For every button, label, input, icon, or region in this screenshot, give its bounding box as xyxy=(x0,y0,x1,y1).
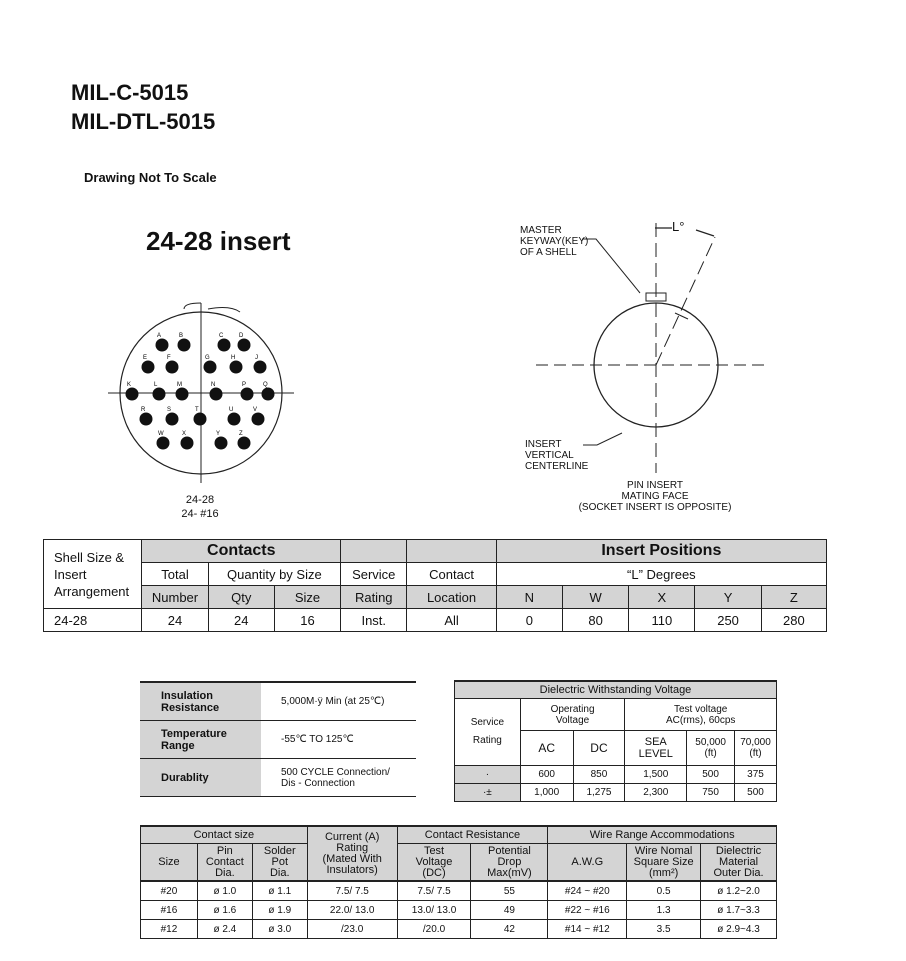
contact-header: Contact xyxy=(407,563,496,586)
contacts-header: Contacts xyxy=(142,540,341,563)
size-header: Size xyxy=(141,844,198,882)
solder-cell: ø 1.1 xyxy=(252,881,307,901)
header-line: Dia. xyxy=(269,866,290,879)
insert-positions-header: Insert Positions xyxy=(496,540,826,563)
header-line: Operating xyxy=(550,703,595,715)
header-line: (DC) xyxy=(422,866,446,879)
pin-contact xyxy=(176,388,189,401)
table-row xyxy=(140,721,416,759)
pin-label: R xyxy=(141,407,146,413)
pin-contact xyxy=(156,339,169,352)
position-header-n: N xyxy=(496,586,562,609)
temperature-label xyxy=(140,721,261,759)
properties-table xyxy=(140,681,416,797)
pin-contact xyxy=(252,413,265,426)
header-line: (Mated With xyxy=(322,852,382,865)
f70-cell: 500 xyxy=(735,784,777,802)
position-w-cell: 80 xyxy=(562,609,628,632)
awg-header: A.W.G xyxy=(548,844,627,882)
f50-cell: 500 xyxy=(687,766,735,784)
table-row xyxy=(140,759,416,797)
insert-centerline-label xyxy=(525,439,588,472)
pin-contact xyxy=(238,339,251,352)
insulation-label xyxy=(140,682,261,721)
size-header: Size xyxy=(274,586,340,609)
od-cell: ø 2.9~4.3 xyxy=(701,920,777,939)
header-line: Rating xyxy=(336,841,369,854)
operating-voltage-header xyxy=(520,699,625,731)
pin-dia-header xyxy=(197,844,252,882)
current-cell: /23.0 xyxy=(307,920,397,939)
dc-cell: 850 xyxy=(573,766,625,784)
label-line: Temperature xyxy=(161,727,227,740)
header-line: Max(mV) xyxy=(487,866,532,879)
pin-contact xyxy=(166,413,179,426)
size-cell: #16 xyxy=(141,901,198,920)
header-line: 70,000 xyxy=(740,737,771,748)
sea-level-header xyxy=(625,731,687,766)
pin-label: X xyxy=(182,431,187,437)
header-line: Current (A) xyxy=(324,830,380,843)
label-line: Resistance xyxy=(161,701,220,714)
pin-contact xyxy=(166,361,179,374)
face-caption-1: 24-28 xyxy=(185,494,215,506)
label-line: MATING FACE xyxy=(621,491,689,502)
spec-title-1: MIL-C-5015 xyxy=(71,80,189,105)
pin-label: C xyxy=(219,333,224,339)
size-cell: #12 xyxy=(141,920,198,939)
pin-contact xyxy=(157,437,170,450)
value-line: 500 CYCLE Connection/ xyxy=(281,766,390,778)
ac-cell: 600 xyxy=(520,766,573,784)
header-line: (ft) xyxy=(749,748,762,759)
contact-blank-header xyxy=(407,540,496,563)
service-blank-header xyxy=(341,540,407,563)
square-cell: 3.5 xyxy=(627,920,701,939)
pin-contact xyxy=(126,388,139,401)
potential-drop-header xyxy=(471,844,548,882)
qty-by-size-header: Quantity by Size xyxy=(208,563,341,586)
value-line: Dis - Connection xyxy=(281,777,355,789)
durability-label: Durablity xyxy=(140,759,261,797)
service-cell: · xyxy=(455,766,521,784)
header-line: AC(rms), 60cps xyxy=(665,714,736,726)
table-row xyxy=(141,920,777,939)
awg-cell: #24 ~ #20 xyxy=(548,881,627,901)
pin-contact xyxy=(181,437,194,450)
total-header: Total xyxy=(142,563,208,586)
header-line: Pin xyxy=(216,844,233,857)
label-line: CENTERLINE xyxy=(525,461,589,472)
face-caption-2: 24- #16 xyxy=(181,508,219,520)
centerline-leader xyxy=(583,433,622,445)
pin-contact xyxy=(210,388,223,401)
current-cell: 7.5/ 7.5 xyxy=(307,881,397,901)
header-line: SEA xyxy=(644,736,667,748)
pin-contact xyxy=(140,413,153,426)
pin-contact xyxy=(241,388,254,401)
table-row xyxy=(141,881,777,901)
header-line: (mm²) xyxy=(648,866,679,879)
mating-face-label xyxy=(565,480,745,513)
table-row xyxy=(141,901,777,920)
sea-cell: 2,300 xyxy=(625,784,687,802)
pin-contact xyxy=(230,361,243,374)
pin-label: V xyxy=(253,407,258,413)
pin-label: P xyxy=(242,382,247,388)
header-line: Insert xyxy=(54,566,87,582)
pin-label: L xyxy=(154,382,158,388)
od-cell: ø 1.7~3.3 xyxy=(701,901,777,920)
connector-face-diagram xyxy=(100,295,300,490)
temperature-value: -55℃ TO 125℃ xyxy=(261,721,416,759)
qty-cell: 24 xyxy=(208,609,274,632)
insert-arrangement-table xyxy=(43,539,827,632)
drop-cell: 49 xyxy=(471,901,548,920)
header-line: Dielectric xyxy=(715,844,762,857)
wire-square-header xyxy=(627,844,701,882)
ac-cell: 1,000 xyxy=(520,784,573,802)
pin-contact xyxy=(204,361,217,374)
pin-label: H xyxy=(231,355,236,361)
pin-label: E xyxy=(143,355,148,361)
pin-label: F xyxy=(167,355,171,361)
pin-label: D xyxy=(239,333,244,339)
label-line: VERTICAL xyxy=(525,450,574,461)
test-voltage-header xyxy=(397,844,471,882)
service-header: Service xyxy=(341,563,407,586)
dielectric-od-header xyxy=(701,844,777,882)
pin-label: K xyxy=(127,382,132,388)
service-cell: Inst. xyxy=(341,609,407,632)
square-cell: 1.3 xyxy=(627,901,701,920)
pin-label: T xyxy=(195,407,199,413)
position-header-w: W xyxy=(562,586,628,609)
number-cell: 24 xyxy=(142,609,208,632)
solder-cell: ø 3.0 xyxy=(252,920,307,939)
square-cell: 0.5 xyxy=(627,881,701,901)
pin-contact xyxy=(142,361,155,374)
contact-resistance-header: Contact Resistance xyxy=(397,826,548,844)
current-rating-header xyxy=(307,826,397,881)
header-line: Drop xyxy=(497,855,522,868)
header-line: Insulators) xyxy=(326,863,378,876)
table-row xyxy=(455,766,777,784)
label-line: (SOCKET INSERT IS OPPOSITE) xyxy=(578,502,732,513)
solder-dia-header xyxy=(252,844,307,882)
header-line: Pot xyxy=(271,855,289,868)
test-cell: /20.0 xyxy=(397,920,471,939)
key-mark-left xyxy=(184,303,201,309)
sea-cell: 1,500 xyxy=(625,766,687,784)
pin-cell: ø 2.4 xyxy=(197,920,252,939)
wire-range-header: Wire Range Accommodations xyxy=(548,826,777,844)
header-line: Wire Nomal xyxy=(634,844,693,857)
pin-label: Q xyxy=(263,382,268,388)
header-line: 50,000 xyxy=(695,737,726,748)
pin-label: Z xyxy=(239,431,243,437)
size-cell: 16 xyxy=(274,609,340,632)
pin-contact xyxy=(215,437,228,450)
header-line: (ft) xyxy=(704,748,717,759)
pin-label: G xyxy=(205,355,210,361)
drop-cell: 42 xyxy=(471,920,548,939)
f70-cell: 375 xyxy=(735,766,777,784)
dielectric-title: Dielectric Withstanding Voltage xyxy=(455,681,777,699)
pin-label: M xyxy=(177,382,182,388)
location-cell: All xyxy=(407,609,496,632)
pin-contact xyxy=(262,388,275,401)
pin-label: N xyxy=(211,382,216,388)
label-line: INSERT xyxy=(525,439,562,450)
pin-cell: ø 1.6 xyxy=(197,901,252,920)
pin-contact xyxy=(153,388,166,401)
header-line: Dia. xyxy=(215,866,235,879)
ac-header: AC xyxy=(520,731,573,766)
pin-cell: ø 1.0 xyxy=(197,881,252,901)
awg-cell: #14 ~ #12 xyxy=(548,920,627,939)
contact-table xyxy=(140,825,777,939)
header-line: Shell Size & xyxy=(54,549,125,565)
current-cell: 22.0/ 13.0 xyxy=(307,901,397,920)
header-line: Test xyxy=(423,844,445,857)
position-z-cell: 280 xyxy=(761,609,826,632)
insulation-value: 5,000M·ÿ Min (at 25℃) xyxy=(261,682,416,721)
header-line: LEVEL xyxy=(638,748,673,760)
test-cell: 13.0/ 13.0 xyxy=(397,901,471,920)
header-line: Outer Dia. xyxy=(713,866,764,879)
contact-size-header: Contact size xyxy=(141,826,308,844)
position-n-cell: 0 xyxy=(496,609,562,632)
label-line: KEYWAY(KEY) xyxy=(520,236,589,247)
ft50-header xyxy=(687,731,735,766)
position-x-cell: 110 xyxy=(629,609,695,632)
header-line: Rating xyxy=(472,735,502,746)
pin-label: B xyxy=(179,333,184,339)
header-line: Potential xyxy=(488,844,531,857)
pin-contact xyxy=(178,339,191,352)
number-header: Number xyxy=(142,586,208,609)
keyway-leader xyxy=(582,239,640,293)
position-header-x: X xyxy=(629,586,695,609)
header-line: Test voltage xyxy=(673,703,728,715)
shell-cell: 24-28 xyxy=(44,609,142,632)
header-line: Contact xyxy=(205,855,244,868)
dielectric-table xyxy=(454,680,777,802)
angle-bracket-right xyxy=(696,230,714,236)
header-line: Arrangement xyxy=(54,583,130,599)
solder-cell: ø 1.9 xyxy=(252,901,307,920)
pin-label: J xyxy=(255,355,258,361)
shell-size-header xyxy=(44,540,142,609)
pin-label: U xyxy=(229,407,234,413)
label-line: Insulation xyxy=(161,689,213,702)
size-cell: #20 xyxy=(141,881,198,901)
drop-cell: 55 xyxy=(471,881,548,901)
test-cell: 7.5/ 7.5 xyxy=(397,881,471,901)
label-line: OF A SHELL xyxy=(520,247,577,258)
master-keyway-label xyxy=(520,225,588,258)
label-line: Range xyxy=(161,739,195,752)
rating-header: Rating xyxy=(341,586,407,609)
od-cell: ø 1.2~2.0 xyxy=(701,881,777,901)
location-header: Location xyxy=(407,586,496,609)
service-rating-header xyxy=(455,699,521,766)
durability-value xyxy=(261,759,416,797)
position-y-cell: 250 xyxy=(695,609,761,632)
pin-contact xyxy=(238,437,251,450)
position-header-y: Y xyxy=(695,586,761,609)
header-line: Material xyxy=(718,855,759,868)
pin-label: Y xyxy=(216,431,221,437)
dc-cell: 1,275 xyxy=(573,784,625,802)
spec-title-2: MIL-DTL-5015 xyxy=(71,109,216,134)
qty-header: Qty xyxy=(208,586,274,609)
l-degrees-header: “L” Degrees xyxy=(496,563,826,586)
insert-title: 24-28 insert xyxy=(146,226,291,256)
pin-contact xyxy=(218,339,231,352)
position-header-z: Z xyxy=(761,586,826,609)
header-line: Square Size xyxy=(633,855,694,868)
pin-contact xyxy=(254,361,267,374)
header-line: Solder xyxy=(263,844,296,857)
header-line: Voltage xyxy=(555,714,590,726)
header-line: Service xyxy=(470,717,505,728)
dc-header: DC xyxy=(573,731,625,766)
table-row xyxy=(455,784,777,802)
pin-contact xyxy=(228,413,241,426)
label-line: PIN INSERT xyxy=(627,480,683,491)
header-line: Voltage xyxy=(415,855,453,868)
scale-note: Drawing Not To Scale xyxy=(84,170,217,185)
awg-cell: #22 ~ #16 xyxy=(548,901,627,920)
pin-contact xyxy=(194,413,207,426)
angle-label: L° xyxy=(672,219,685,234)
pin-label: S xyxy=(167,407,172,413)
pin-label: A xyxy=(157,333,162,339)
ft70-header xyxy=(735,731,777,766)
key-mark-right xyxy=(208,308,240,312)
table-row xyxy=(140,682,416,721)
table-row xyxy=(44,609,827,632)
pin-label: W xyxy=(158,431,164,437)
f50-cell: 750 xyxy=(687,784,735,802)
service-cell: ·± xyxy=(455,784,521,802)
pin-group xyxy=(126,333,275,450)
test-voltage-header xyxy=(625,699,777,731)
label-line: MASTER xyxy=(520,225,562,236)
